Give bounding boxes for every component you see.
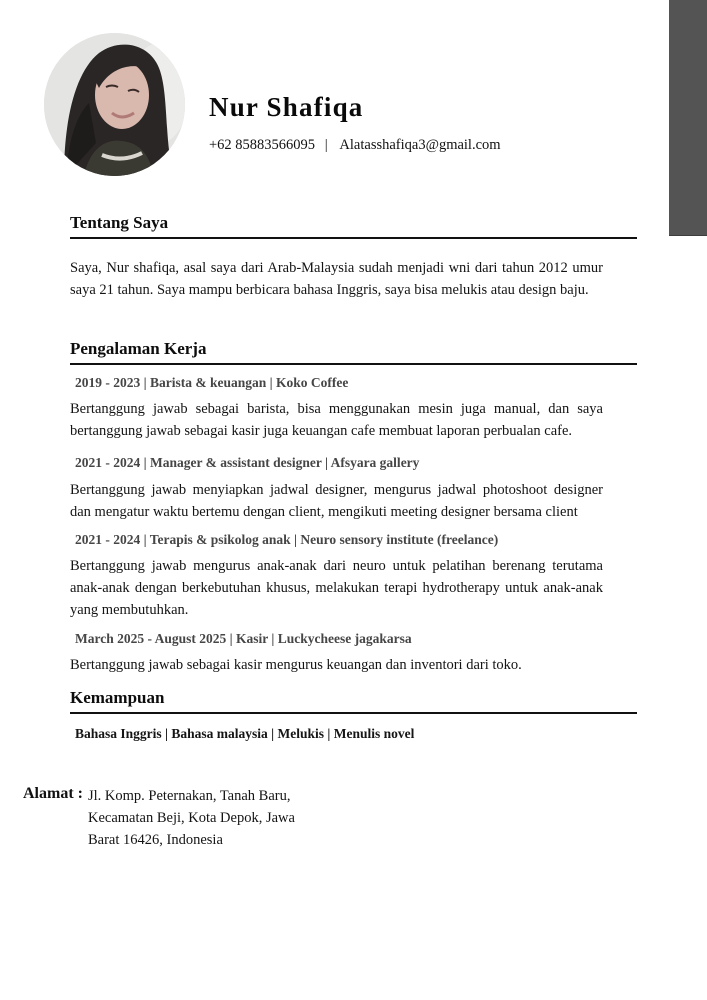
- section-title-about: Tentang Saya: [70, 212, 637, 239]
- skills-list: Bahasa Inggris | Bahasa malaysia | Melukis | Menulis novel: [75, 726, 415, 741]
- phone-number: +62 85883566095: [209, 137, 316, 153]
- candidate-name: Nur Shafiqa: [209, 92, 364, 122]
- profile-photo-icon: [44, 33, 185, 176]
- job-header: 2021 - 2024 | Terapis & psikolog anak | Neuro sensory institute (freelance): [75, 532, 499, 547]
- about-text: Saya, Nur shafiqa, asal saya dari Arab-Malaysia sudah menjadi wni dari tahun 2012 umur saya 21 tahun. Saya mampu berbicara bahasa Inggris, saya bisa melukis atau design baju.: [70, 260, 603, 298]
- address-block: [88, 785, 328, 851]
- address-line: Jl. Komp. Peternakan, Tanah Baru,: [88, 788, 291, 804]
- job-header: 2021 - 2024 | Manager & assistant designer | Afsyara gallery: [75, 455, 420, 470]
- address-line: Kecamatan Beji, Kota Depok, Jawa: [88, 810, 295, 826]
- job-header: 2019 - 2023 | Barista & keuangan | Koko Coffee: [75, 375, 349, 390]
- profile-photo: [44, 33, 185, 176]
- address-label: Alamat :: [23, 785, 83, 802]
- section-title-skills: Kemampuan: [70, 687, 637, 714]
- decorative-side-bar: [669, 0, 707, 236]
- section-title-experience: Pengalaman Kerja: [70, 338, 637, 365]
- address-line: Barat 16426, Indonesia: [88, 832, 223, 848]
- job-description: Bertanggung jawab sebagai barista, bisa menggunakan mesin juga manual, dan saya bertanggung jawab sebagai kasir juga keuangan cafe membuat laporan perbualan cafe.: [70, 401, 603, 439]
- job-description: Bertanggung jawab sebagai kasir mengurus keuangan dan inventori dari toko.: [70, 657, 522, 673]
- email-address[interactable]: Alatasshafiqa3@gmail.com: [339, 137, 501, 153]
- contact-line: [209, 137, 501, 154]
- job-description: Bertanggung jawab mengurus anak-anak dari neuro untuk pelatihan berenang terutama anak-anak dengan berkebutuhan khusus, melakukan terapi hydrotherapy untuk anak-anak yang membutuhkan.: [70, 558, 603, 618]
- contact-separator: |: [324, 137, 328, 153]
- job-header: March 2025 - August 2025 | Kasir | Luckycheese jagakarsa: [75, 631, 412, 646]
- job-description: Bertanggung jawab menyiapkan jadwal designer, mengurus jadwal photoshoot designer dan mengatur waktu bertemu dengan client, mengikuti meeting designer bersama client: [70, 482, 603, 520]
